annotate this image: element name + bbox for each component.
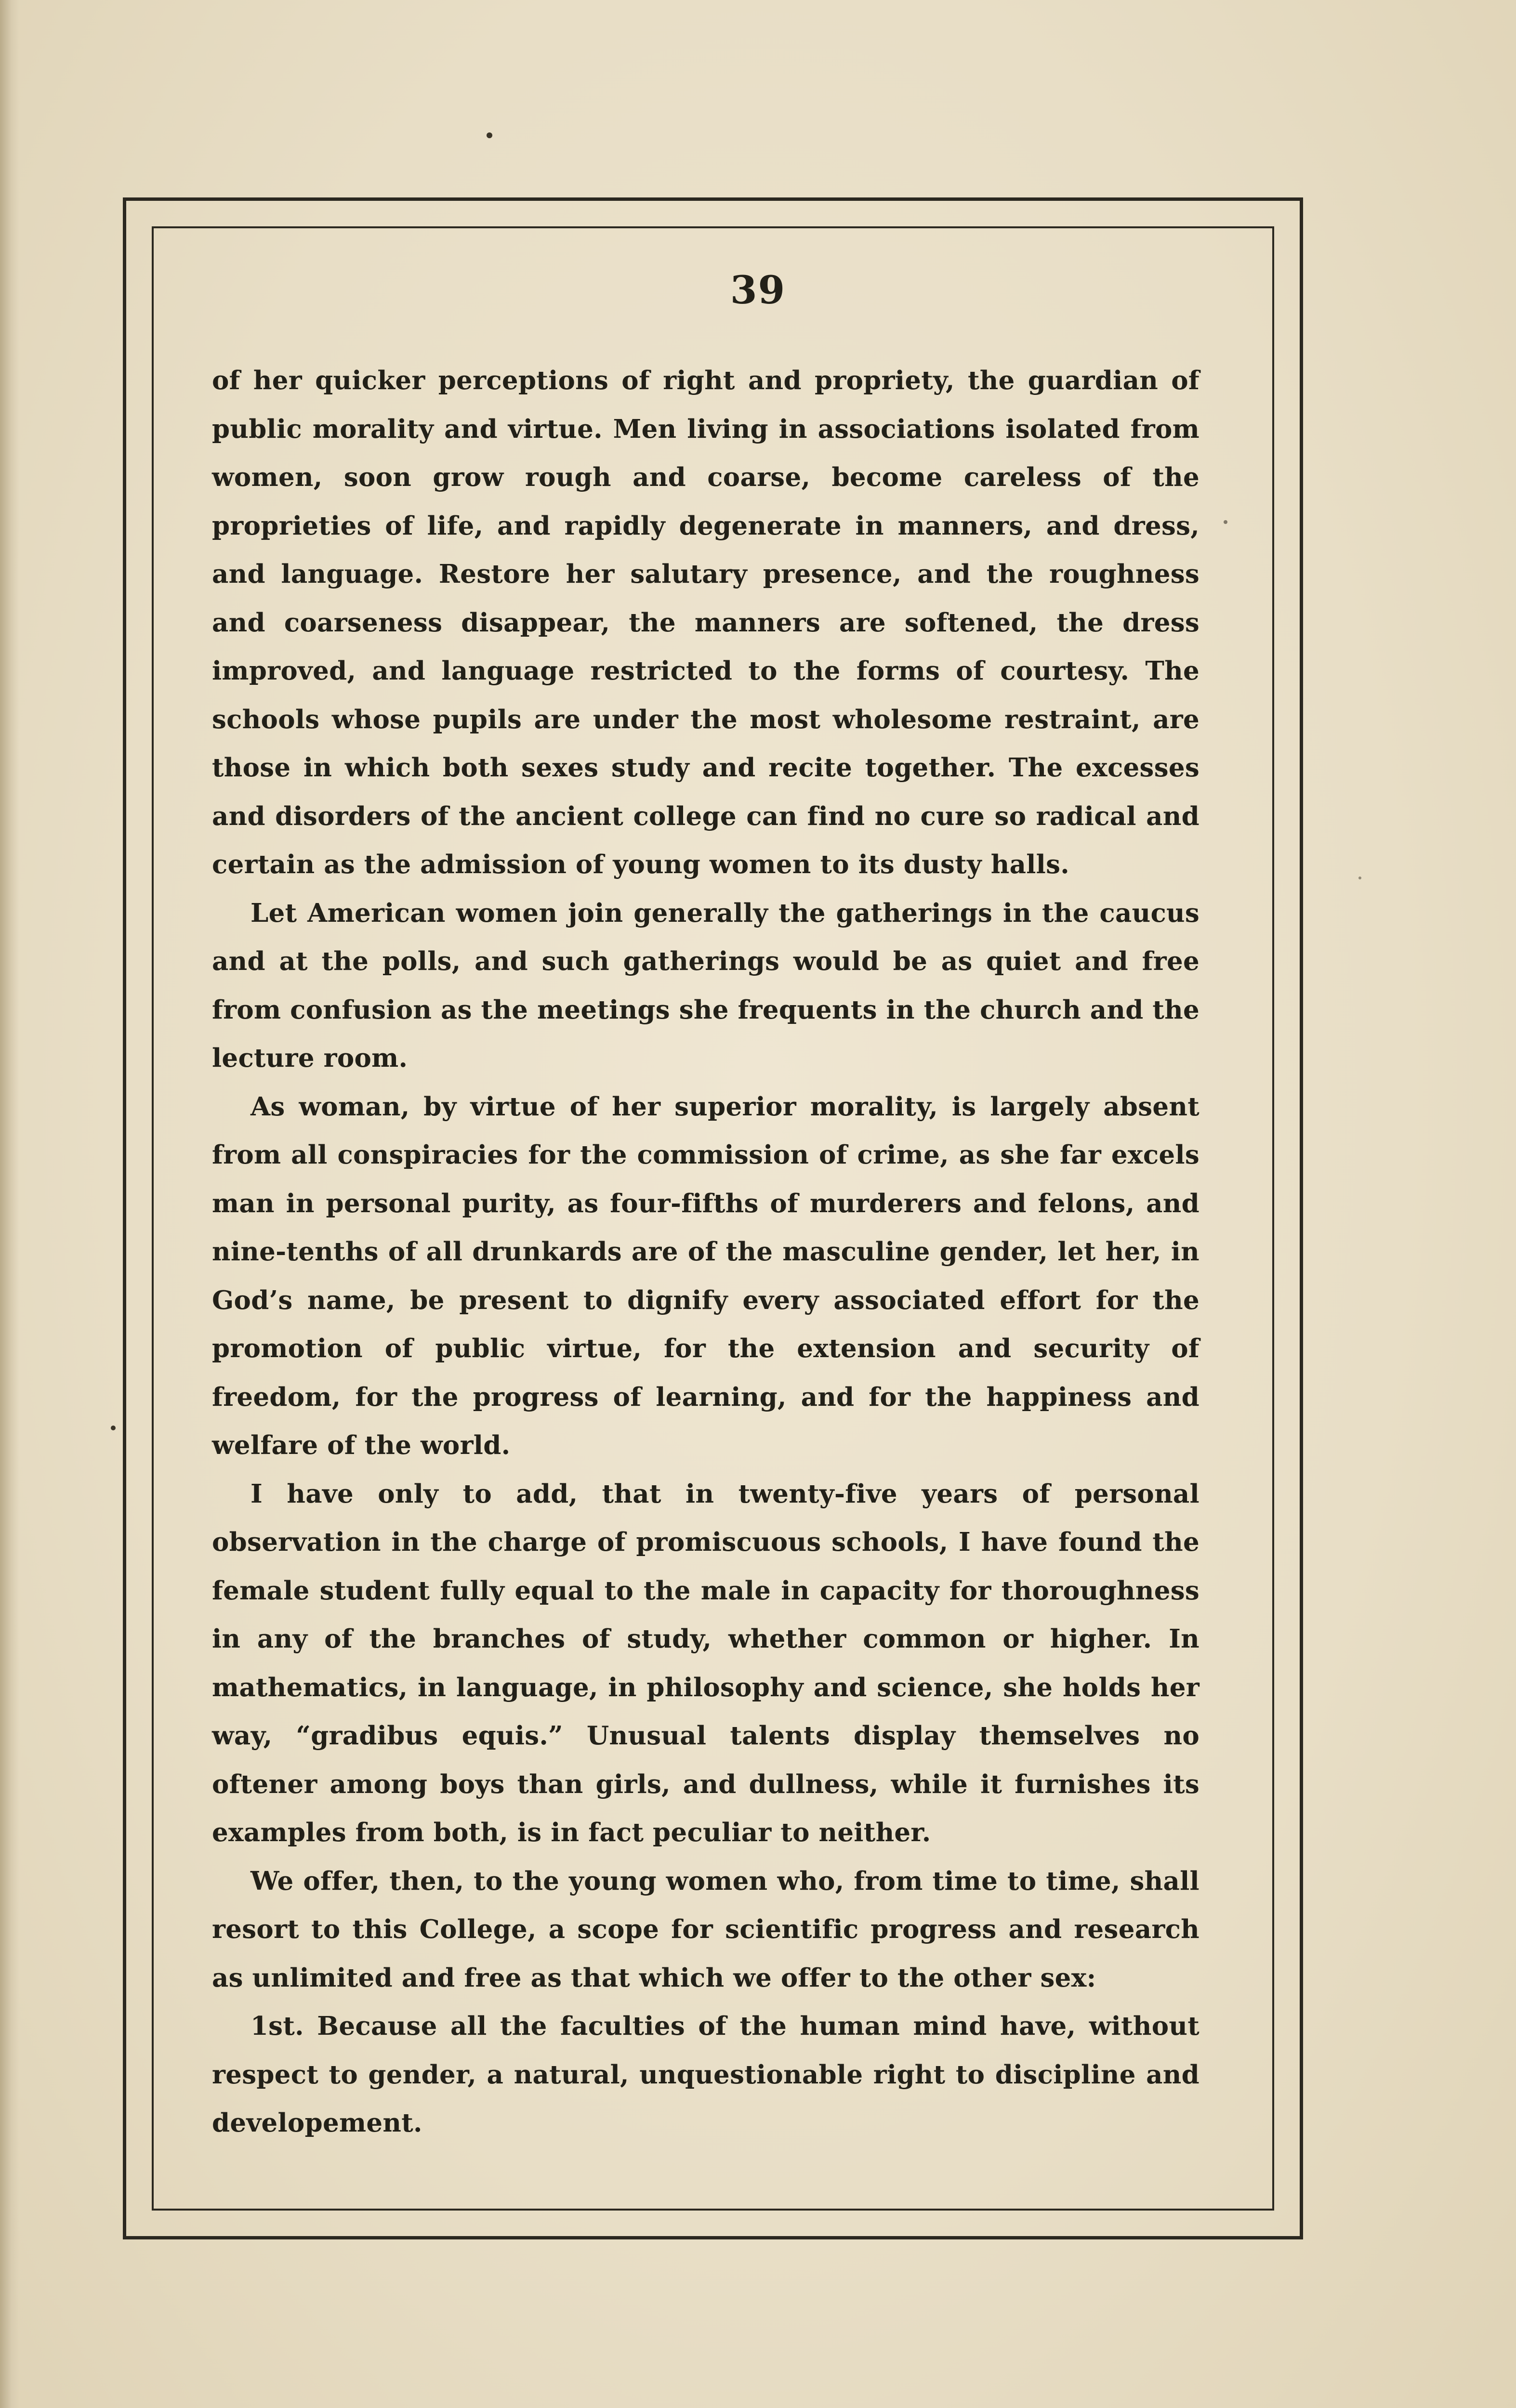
- paragraph-6: 1st. Because all the faculties of the human mind have, without respect to gender, a natural, unquestionable right to discipline and developement.: [212, 2011, 1200, 2138]
- paragraph-1: of her quicker perceptions of right and propriety, the guardian of public morality and virtue. Men living in associations isolated from women, soon grow rough and coarse, become careless of the proprieties of life, and rapidly degenerate in manners, and dress, and language. Restore her salutary presence, and the roughness and coarseness disappear, the manners are softened, the dress improved, and language restricted to the forms of courtesy. The schools whose pupils are under the most wholesome restraint, are those in which both sexes study and recite together. The excesses and disorders of the ancient college can find no cure so radical and certain as the admission of young women to its dusty halls.: [212, 366, 1200, 879]
- paper-speck: [111, 1426, 116, 1430]
- paper-speck: [1224, 520, 1227, 524]
- spine-shadow: [0, 0, 19, 2408]
- paragraph-2: Let American women join generally the gatherings in the caucus and at the polls, and such gatherings would be as quiet and free from confusion as the meetings she frequents in the church and the lecture room.: [212, 898, 1200, 1073]
- page-number: 39: [730, 267, 786, 313]
- paper-speck: [1358, 877, 1361, 879]
- paragraph-4: I have only to add, that in twenty-five years of personal observation in the charge of promiscuous schools, I have found the female student fully equal to the male in capacity for thoroughness in any of the branches of study, whether common or higher. In mathematics, in language, in philosophy and science, she holds her way, “gradibus equis.” Unusual talents display themselves no oftener among boys than girls, and dullness, while it furnishes its examples from both, is in fact peculiar to neither.: [212, 1479, 1200, 1847]
- paragraph-3: As woman, by virtue of her superior morality, is largely absent from all conspiracies for the commission of crime, as she far excels man in personal purity, as four-fifths of murderers and felons, and nine-tenths of all drunkards are of the masculine gender, let her, in God’s name, be present to dignify every associated effort for the promotion of public virtue, for the extension and security of freedom, for the progress of learning, and for the happiness and welfare of the world.: [212, 1091, 1200, 1460]
- paragraph-5: We offer, then, to the young women who, from time to time, shall resort to this College, a scope for scientific progress and research as unlimited and free as that which we offer to the other sex:: [212, 1866, 1200, 1993]
- body-text: [212, 356, 1200, 2147]
- paper-speck: [487, 132, 492, 138]
